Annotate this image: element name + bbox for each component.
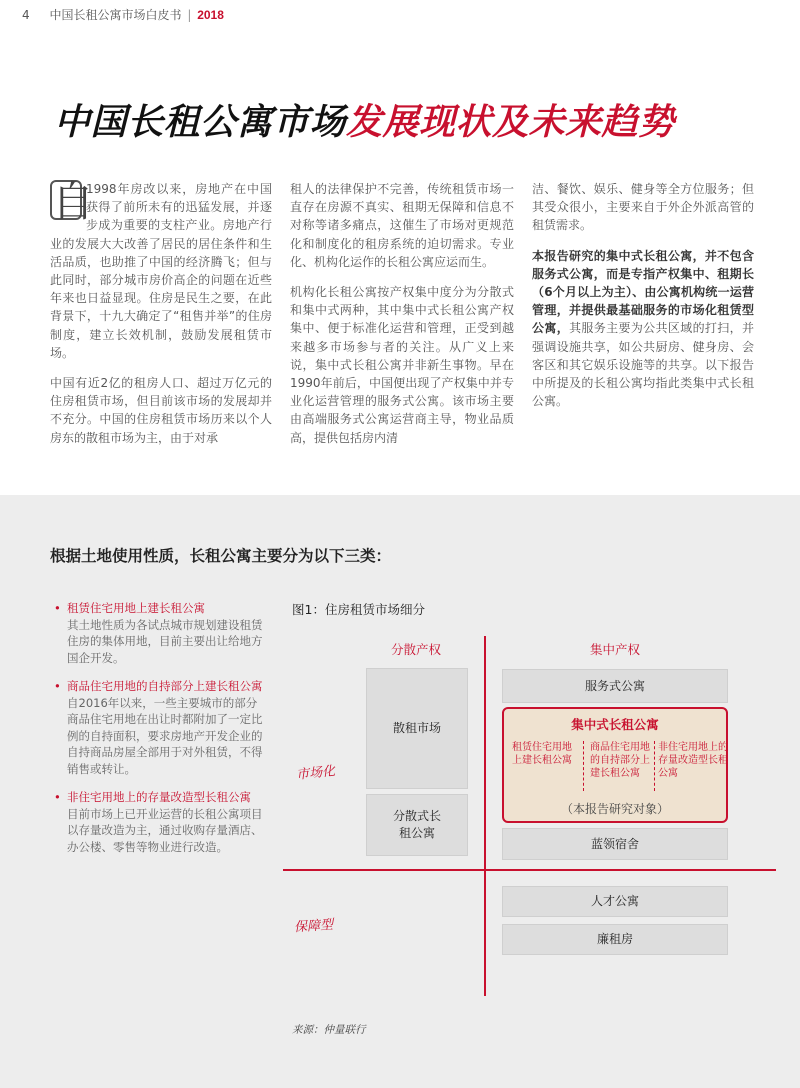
list-item-body: 自2016年以来，一些主要城市的部分商品住宅用地在出让时都附加了一定比例的自持面积，要求房地产开发企业的自持商品房屋全部用于对外租赁，不得销售或转让。 (67, 695, 263, 776)
label-security: 保障型 (293, 917, 334, 936)
list-item-body: 其土地性质为各试点城市规划建设租赁住房的集体用地，目前主要出让给地方国企开发。 (67, 617, 263, 665)
paragraph (50, 177, 272, 362)
box-scattered-apartment: 分散式长租公寓 (366, 794, 468, 856)
bullet-dot: • (54, 601, 61, 615)
category-list (54, 600, 264, 867)
section-heading: 根据土地使用性质，长租公寓主要分为以下三类： (50, 547, 392, 565)
column-heading-concentrated: 集中产权 (589, 642, 640, 657)
drop-cap: 自 (52, 177, 95, 226)
box-bluecollar-dorm: 蓝领宿舍 (502, 828, 728, 860)
paragraph-text: 其服务主要为公共区域的打扫，并强调设施共享，如公共厨房、健身房、会客区和其它娱乐设施等的共享。以下报告中所提及的长租公寓均指此类集中式长租公寓。 (532, 321, 754, 409)
bullet-dot: • (54, 790, 61, 804)
figure-title: 图1：住房租赁市场细分 (292, 602, 425, 617)
box-low-rent-housing: 廉租房 (502, 924, 728, 955)
box-talent-apartment: 人才公寓 (502, 886, 728, 917)
page-title (54, 94, 675, 145)
central-subtype-2: 商品住宅用地的自持部分上建长租公寓 (590, 742, 650, 779)
dashed-divider (654, 741, 655, 791)
bullet-dot: • (54, 679, 61, 693)
central-box-note: （本报告研究对象） (560, 802, 669, 816)
body-column-2 (290, 180, 514, 459)
list-item-body: 目前市场上已开业运营的长租公寓项目以存量改造为主，通过收购存量酒店、办公楼、零售等物业进行改造。 (67, 806, 263, 854)
list-item-title: 商品住宅用地的自持部分上建长租公寓 (67, 679, 263, 693)
vertical-axis-line (484, 636, 486, 996)
central-subtype-1: 租赁住宅用地上建长租公寓 (512, 742, 572, 766)
paragraph: 中国有近2亿的租房人口、超过万亿元的住房租赁市场，但目前该市场的发展却并不充分。中国的住房租赁市场历来以个人房东的散租市场为主，由于对承 (50, 376, 272, 445)
box-serviced-apartment: 服务式公寓 (502, 669, 728, 703)
paragraph: 租人的法律保护不完善，传统租赁市场一直存在房源不真实、租期无保障和信息不对称等诸多痛点，这催生了市场对更规范化和制度化的租房系统的迫切需求。专业化、机构化运作的长租公寓应运而生。 (290, 182, 514, 269)
paragraph: 机构化长租公寓按产权集中度分为分散式和集中式两种，其中集中式长租公寓产权集中、便于标准化运营和管理，正受到越来越多市场参与者的关注。从广义上来说，集中式长租公寓并非新生事物。早在1990年前后，中国便出现了产权集中并专业化运营管理的服务式公寓。该市场主要由高端服务式公寓运营商主导，物业品质高，提供包括房内清 (290, 285, 514, 445)
body-column-1 (50, 177, 272, 459)
paragraph (532, 247, 754, 411)
column-heading-scattered: 分散产权 (390, 642, 441, 657)
paragraph: 洁、餐饮、娱乐、健身等全方位服务；但其受众很小，主要来自于外企外派高管的租赁需求。 (532, 182, 754, 233)
list-item (54, 789, 264, 855)
body-column-3 (532, 180, 754, 422)
dashed-divider (583, 741, 584, 791)
paragraph-text: 1998年房改以来，房地产在中国获得了前所未有的迅猛发展，并逐步成为重要的支柱产业。房地产行业的发展大大改善了居民的居住条件和生活品质，也助推了中国的经济腾飞；但与此同时，部分城市房价高企的问题在近些年来也日益显现。住房是民生之要，在此背景下，十九大确定了“租售并举”的住房制度，建立长效机制，鼓励发展租赁市场。 (50, 182, 272, 360)
report-title: 中国长租公寓市场白皮书 (49, 8, 182, 22)
report-year: 2018 (197, 8, 224, 22)
central-box-title: 集中式长租公寓 (571, 717, 659, 732)
central-apartment-box (502, 707, 728, 823)
horizontal-axis-line (283, 869, 776, 871)
definition-bold: 本报告研究的集中式长租公寓，并不包含服务式公寓，而是专指产权集中、租期长（6个月以上为主）、由公寓机构统一运营管理，并提供最基础服务的市场化租赁型公寓， (532, 248, 754, 336)
list-item (54, 678, 264, 777)
list-item (54, 600, 264, 666)
page-title-part1: 中国长租公寓市场 (54, 102, 347, 143)
list-item-title: 租赁住宅用地上建长租公寓 (67, 601, 205, 615)
central-subtype-3: 非住宅用地上的存量改造型长租公寓 (658, 742, 728, 779)
box-scattered-rental-market: 散租市场 (366, 668, 468, 789)
page-title-part2: 发展现状及未来趋势 (346, 102, 675, 143)
figure-source: 来源：仲量联行 (292, 1024, 366, 1036)
list-item-title: 非住宅用地上的存量改造型长租公寓 (67, 790, 251, 804)
label-market: 市场化 (295, 763, 336, 783)
header-separator: | (187, 8, 192, 22)
page-number: 4 (22, 8, 30, 22)
page-header (22, 6, 224, 23)
